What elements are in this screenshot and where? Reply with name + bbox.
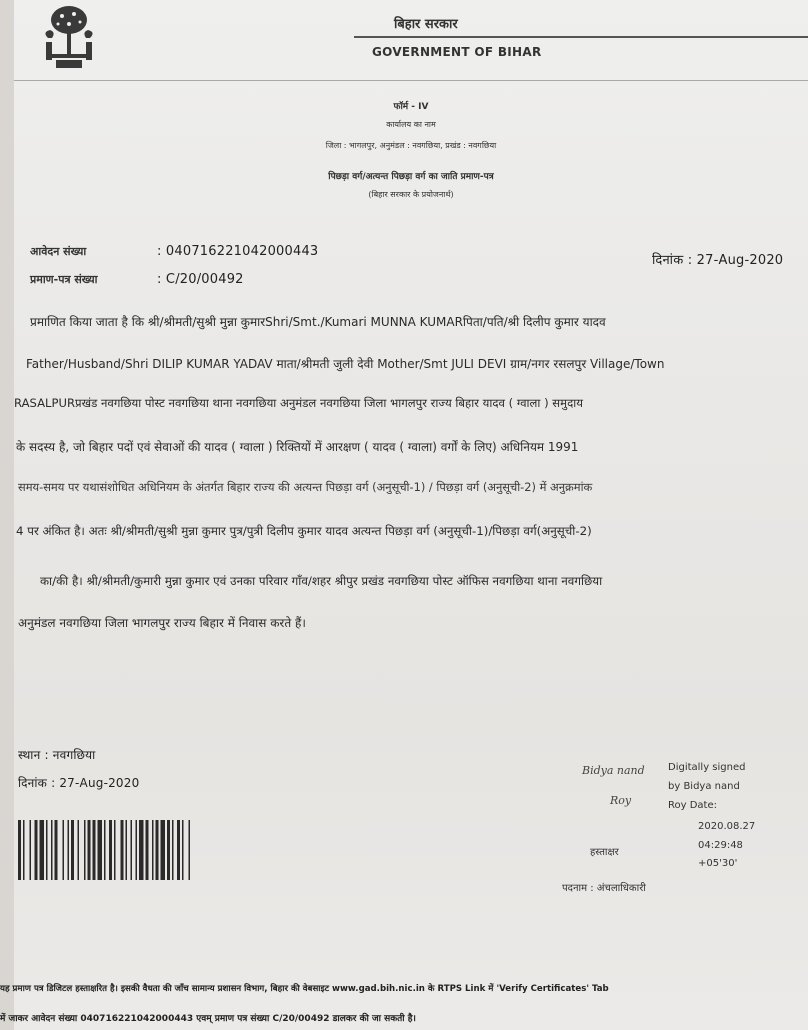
- govt-hindi-heading: बिहार सरकार: [394, 17, 458, 32]
- bihar-emblem-icon: [40, 2, 98, 68]
- footer-line-1: यह प्रमाण पत्र डिजिटल हस्ताक्षरित है। इसकी वैधता की जाँच सामान्य प्रशासन विभाग, बिहार की वेबसाइट www.gad.bih.nic.in के RTPS Link में 'Verify Certificates' Tab: [0, 984, 609, 994]
- issue-date: दिनांक : 27-Aug-2020: [652, 253, 784, 268]
- digital-signature-line-3: Roy Date:: [668, 800, 717, 811]
- barcode-icon: [18, 820, 318, 880]
- certificate-subtitle: (बिहार सरकार के प्रयोजनार्थ): [368, 190, 454, 199]
- signature-label: हस्ताक्षर: [590, 847, 619, 858]
- digital-signature-line-5: 04:29:48: [698, 840, 743, 851]
- body-line-7: का/की है। श्री/श्रीमती/कुमारी मुन्ना कुमार एवं उनका परिवार गाँव/शहर श्रीपुर प्रखंड नवगछिया पोस्ट ऑफिस नवगछिया थाना नवगछिया: [40, 574, 603, 588]
- certificate-number-value: : C/20/00492: [157, 272, 244, 287]
- place-date-line: दिनांक : 27-Aug-2020: [18, 776, 140, 790]
- certificate-title: पिछड़ा वर्ग/अत्यन्त पिछड़ा वर्ग का जाति प्रमाण-पत्र: [328, 172, 494, 182]
- footer-line-2: में जाकर आवेदन संख्या 040716221042000443 एवम् प्रमाण पत्र संख्या C/20/00492 डालकर की जा सकती है।: [0, 1014, 416, 1024]
- office-name: कार्यालय का नाम: [386, 120, 436, 129]
- place-line: स्थान : नवगछिया: [18, 748, 96, 762]
- body-line-5: समय-समय पर यथासंशोधित अधिनियम के अंतर्गत बिहार राज्य की अत्यन्त पिछड़ा वर्ग (अनुसूची-1) / पिछड़ा वर्ग (अनुसूची-2) में अनुक्रमांक: [18, 480, 593, 494]
- form-number: फॉर्म - IV: [393, 102, 429, 112]
- body-line-6: 4 पर अंकित है। अतः श्री/श्रीमती/सुश्री मुन्ना कुमार पुत्र/पुत्री दिलीप कुमार यादव अत्यन्त पिछड़ा वर्ग (अनुसूची-1)/पिछड़ा वर्ग(अनुसूची-2): [16, 524, 592, 538]
- digital-signature-line-6: +05'30': [698, 858, 738, 869]
- header-divider: [354, 36, 808, 38]
- application-number-value: : 040716221042000443: [157, 244, 319, 259]
- certificate-number-label: प्रमाण-पत्र संख्या: [30, 273, 98, 286]
- body-line-8: अनुमंडल नवगछिया जिला भागलपुर राज्य बिहार में निवास करते हैं।: [18, 616, 306, 630]
- body-line-2: Father/Husband/Shri DILIP KUMAR YADAV माता/श्रीमती जुली देवी Mother/Smt JULI DEVI ग्राम/नगर रसलपुर Village/Town: [26, 357, 665, 371]
- signature-name-line-1: Bidya nand: [582, 764, 645, 777]
- application-number-label: आवेदन संख्या: [30, 245, 87, 258]
- digital-signature-line-4: 2020.08.27: [698, 821, 756, 832]
- body-line-1: प्रमाणित किया जाता है कि श्री/श्रीमती/सुश्री मुन्ना कुमारShri/Smt./Kumari MUNNA KUMARपिता/पति/श्री दिलीप कुमार यादव: [30, 315, 606, 329]
- signature-name-line-2: Roy: [610, 794, 632, 807]
- body-line-4: के सदस्य है, जो बिहार पदों एवं सेवाओं की यादव ( ग्वाला ) रिक्तियों में आरक्षण ( यादव ( ग्वाला) वर्गों के लिए) अधिनियम 1991: [16, 440, 579, 454]
- header-bottom-rule: [14, 80, 808, 81]
- digital-signature-line-2: by Bidya nand: [668, 781, 740, 792]
- body-line-3: RASALPURप्रखंड नवगछिया पोस्ट नवगछिया थाना नवगछिया अनुमंडल नवगछिया जिला भागलपुर राज्य बिहार यादव ( ग्वाला ) समुदाय: [14, 396, 583, 410]
- digital-signature-line-1: Digitally signed: [668, 762, 746, 773]
- district-line: जिला : भागलपुर, अनुमंडल : नवगछिया, प्रखंड : नवगछिया: [325, 141, 497, 150]
- designation-line: पदनाम : अंचलाधिकारी: [562, 883, 646, 894]
- govt-english-heading: GOVERNMENT OF BIHAR: [372, 45, 542, 59]
